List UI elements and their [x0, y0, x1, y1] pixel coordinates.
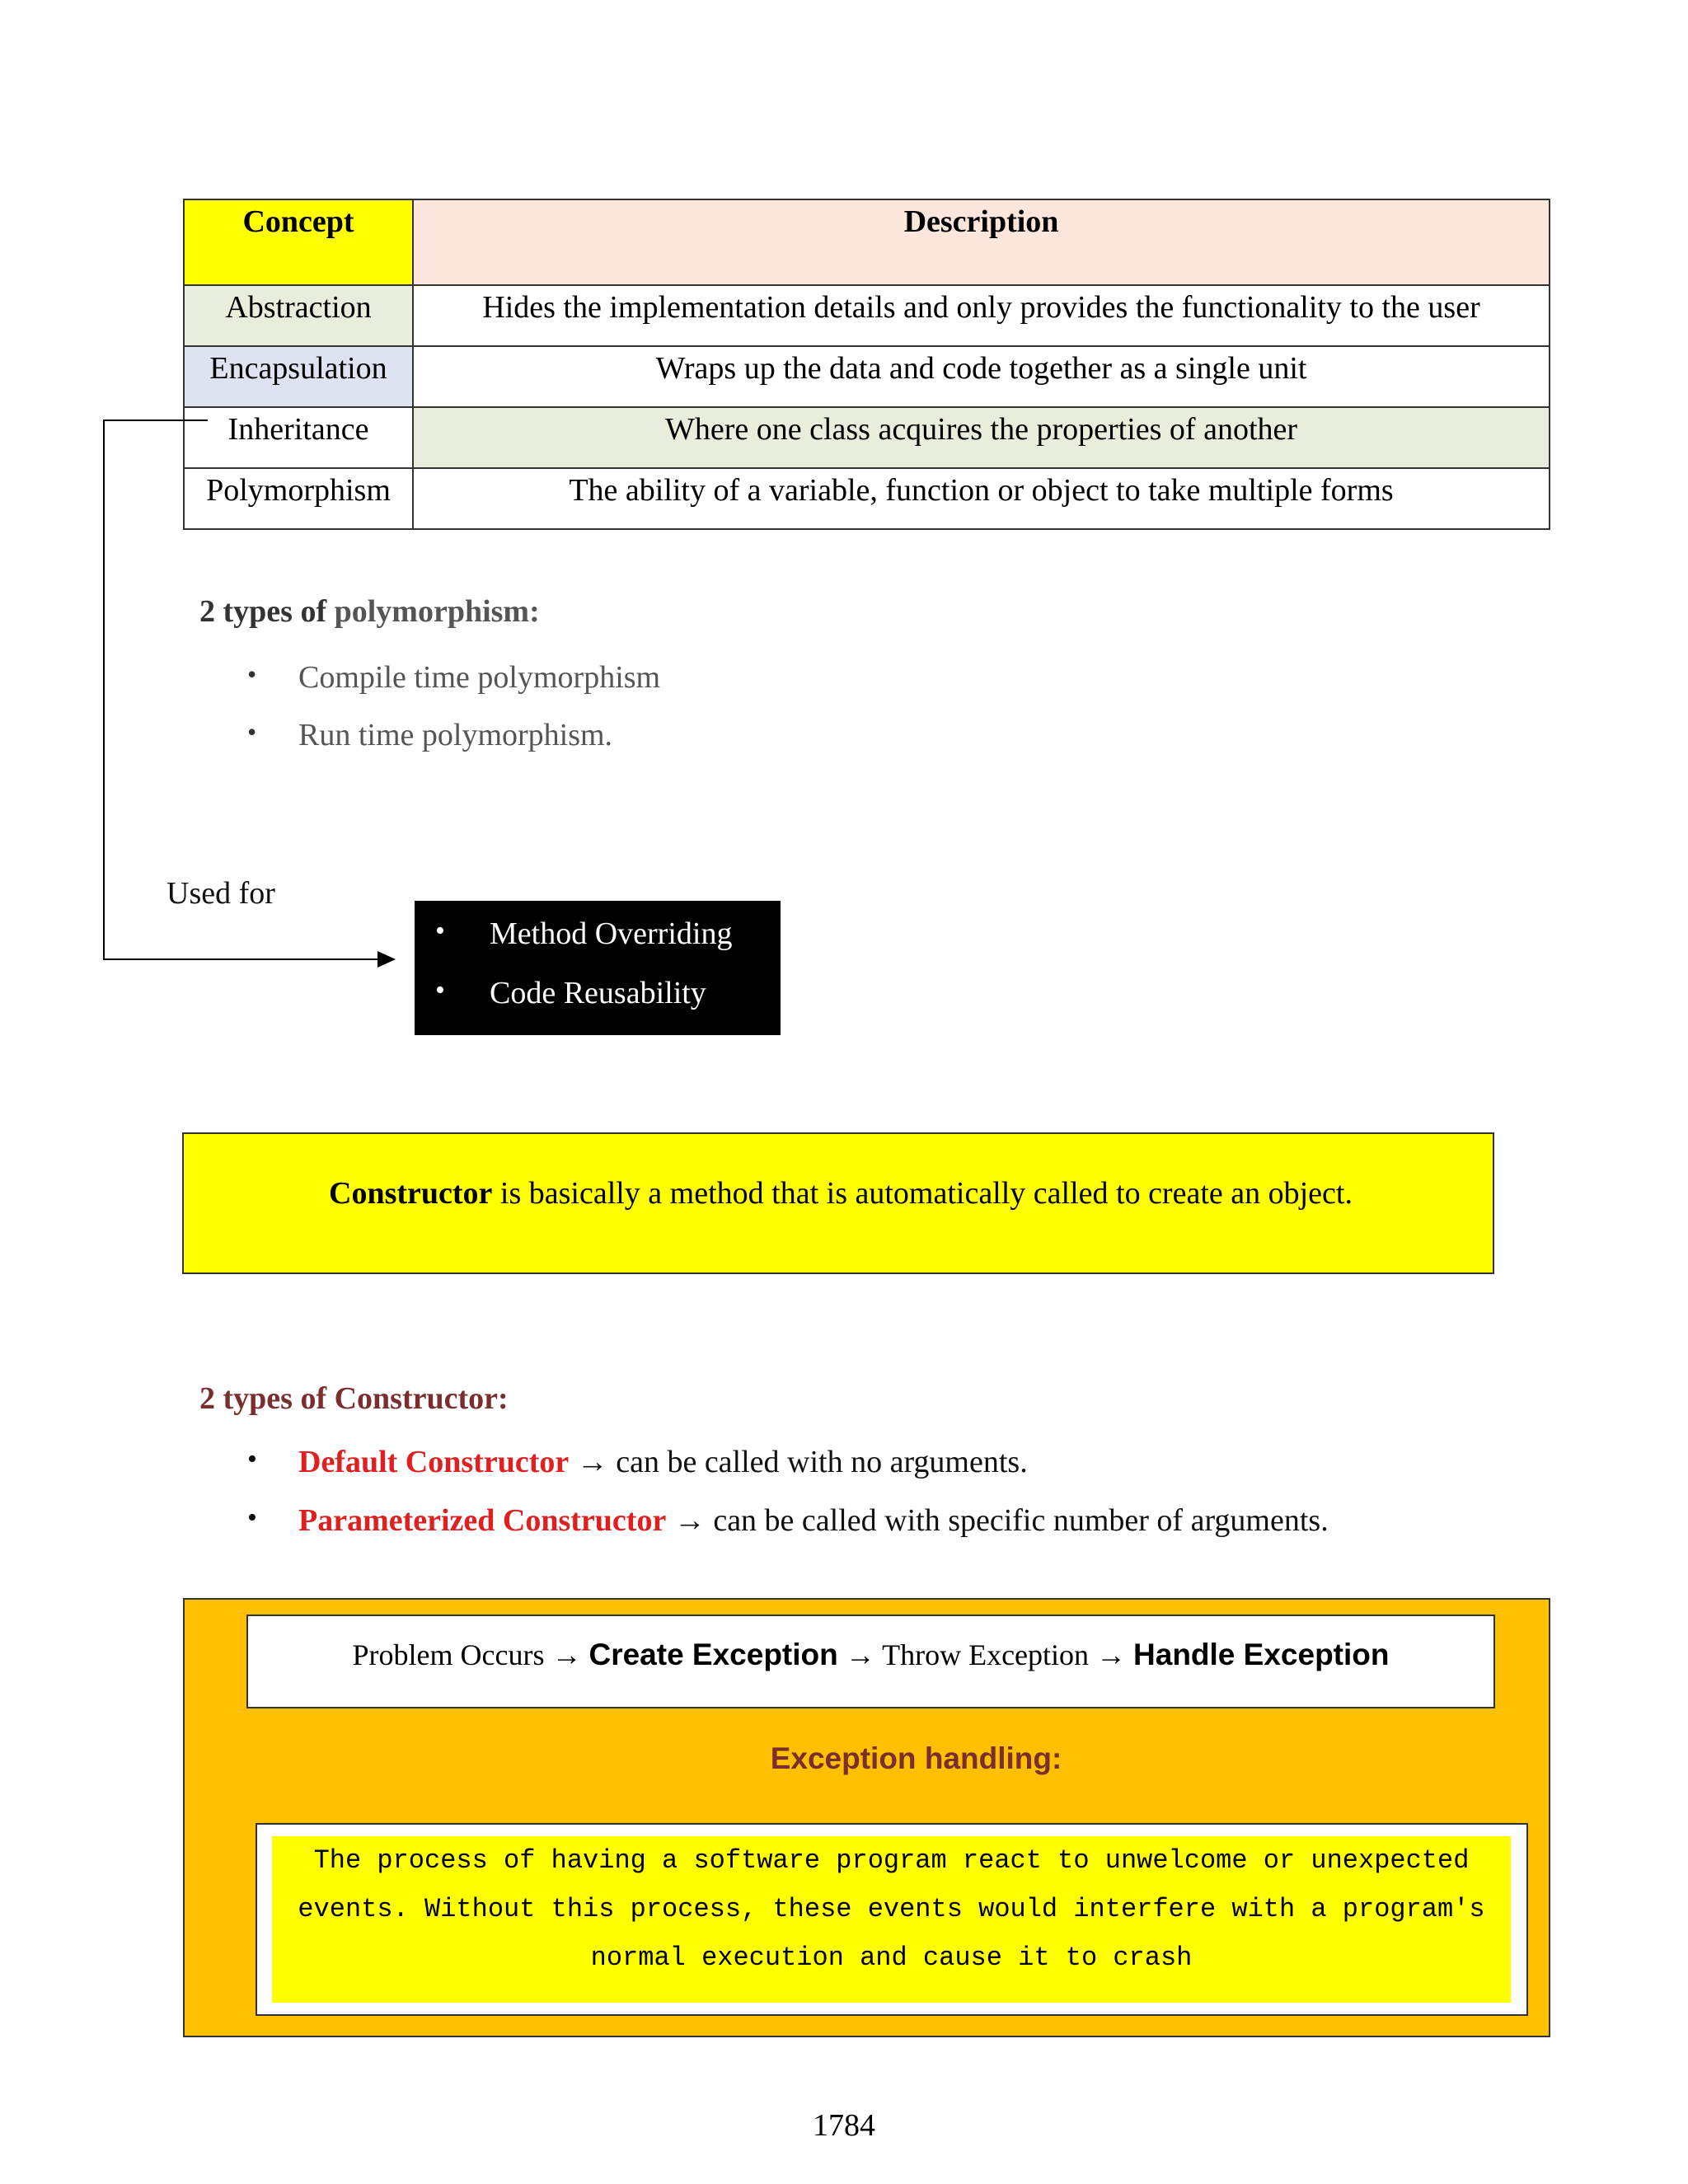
header-concept: Concept: [184, 199, 413, 285]
flow-step-problem: Problem Occurs →: [352, 1638, 582, 1671]
list-item: • Run time polymorphism.: [247, 717, 660, 775]
used-for-label: Used for: [166, 876, 275, 911]
header-description: Description: [413, 199, 1550, 285]
page-number: 1784: [813, 2108, 875, 2143]
list-item: • Code Reusability: [435, 975, 781, 1034]
exception-definition-frame: [256, 1823, 1528, 2016]
table-row: [184, 407, 1550, 468]
list-item: • Compile time polymorphism: [247, 659, 660, 717]
polymorphism-heading: [199, 593, 540, 630]
constructor-type-desc: → can be called with no arguments.: [569, 1445, 1028, 1479]
connector-vertical: [103, 419, 105, 960]
constructor-type-desc: → can be called with specific number of arguments.: [666, 1503, 1329, 1538]
polymorphism-list: [247, 659, 660, 775]
constructor-type-name: Parameterized Constructor: [298, 1503, 667, 1538]
polymorphism-heading-prefix: 2 types of: [199, 594, 335, 629]
arrow-head-icon: [377, 950, 396, 968]
concept-cell: Inheritance: [184, 407, 413, 468]
exception-title: Exception handling:: [770, 1741, 1062, 1775]
description-cell: The ability of a variable, function or object to take multiple forms: [413, 468, 1550, 529]
description-cell: Where one class acquires the properties of another: [413, 407, 1550, 468]
table-header-row: [184, 199, 1550, 285]
concept-cell: Encapsulation: [184, 346, 413, 407]
table-row: [184, 346, 1550, 407]
list-item: [247, 1444, 1329, 1502]
constructor-term: Constructor: [329, 1176, 493, 1211]
concept-cell: Abstraction: [184, 285, 413, 346]
concepts-table: [183, 199, 1550, 530]
concept-cell: Polymorphism: [184, 468, 413, 529]
table-row: [184, 285, 1550, 346]
exception-text-line: events. Without this process, these events would interfere with a program's: [298, 1894, 1485, 1924]
exception-text-line: The process of having a software program react to unwelcome or unexpected: [313, 1845, 1470, 1876]
constructor-types-heading: 2 types of Constructor:: [199, 1381, 509, 1416]
constructor-definition: [329, 1175, 1353, 1212]
connector-bottom: [103, 958, 383, 960]
exception-definition: [272, 1836, 1511, 2003]
flow-step-create: Create Exception: [588, 1638, 838, 1671]
constructor-definition-text: is basically a method that is automatically called to create an object.: [492, 1176, 1353, 1211]
flow-step-throw: → Throw Exception →: [837, 1638, 1127, 1671]
exception-flow-box: [246, 1615, 1495, 1708]
constructor-types-list: [247, 1444, 1329, 1561]
connector-top: [103, 419, 208, 421]
polymorphism-heading-accent: polymorphism:: [334, 594, 540, 629]
exception-panel: [183, 1598, 1550, 2037]
exception-text-line: normal execution and cause it to crash: [590, 1943, 1193, 1973]
table-row: [184, 468, 1550, 529]
description-cell: Hides the implementation details and only provides the functionality to the user: [413, 285, 1550, 346]
description-cell: Wraps up the data and code together as a single unit: [413, 346, 1550, 407]
flow-step-handle: Handle Exception: [1133, 1638, 1390, 1671]
constructor-definition-box: [182, 1132, 1494, 1274]
constructor-type-name: Default Constructor: [298, 1445, 570, 1479]
list-item: • Method Overriding: [435, 916, 781, 975]
list-item: [247, 1502, 1329, 1561]
used-for-box: [415, 901, 781, 1035]
